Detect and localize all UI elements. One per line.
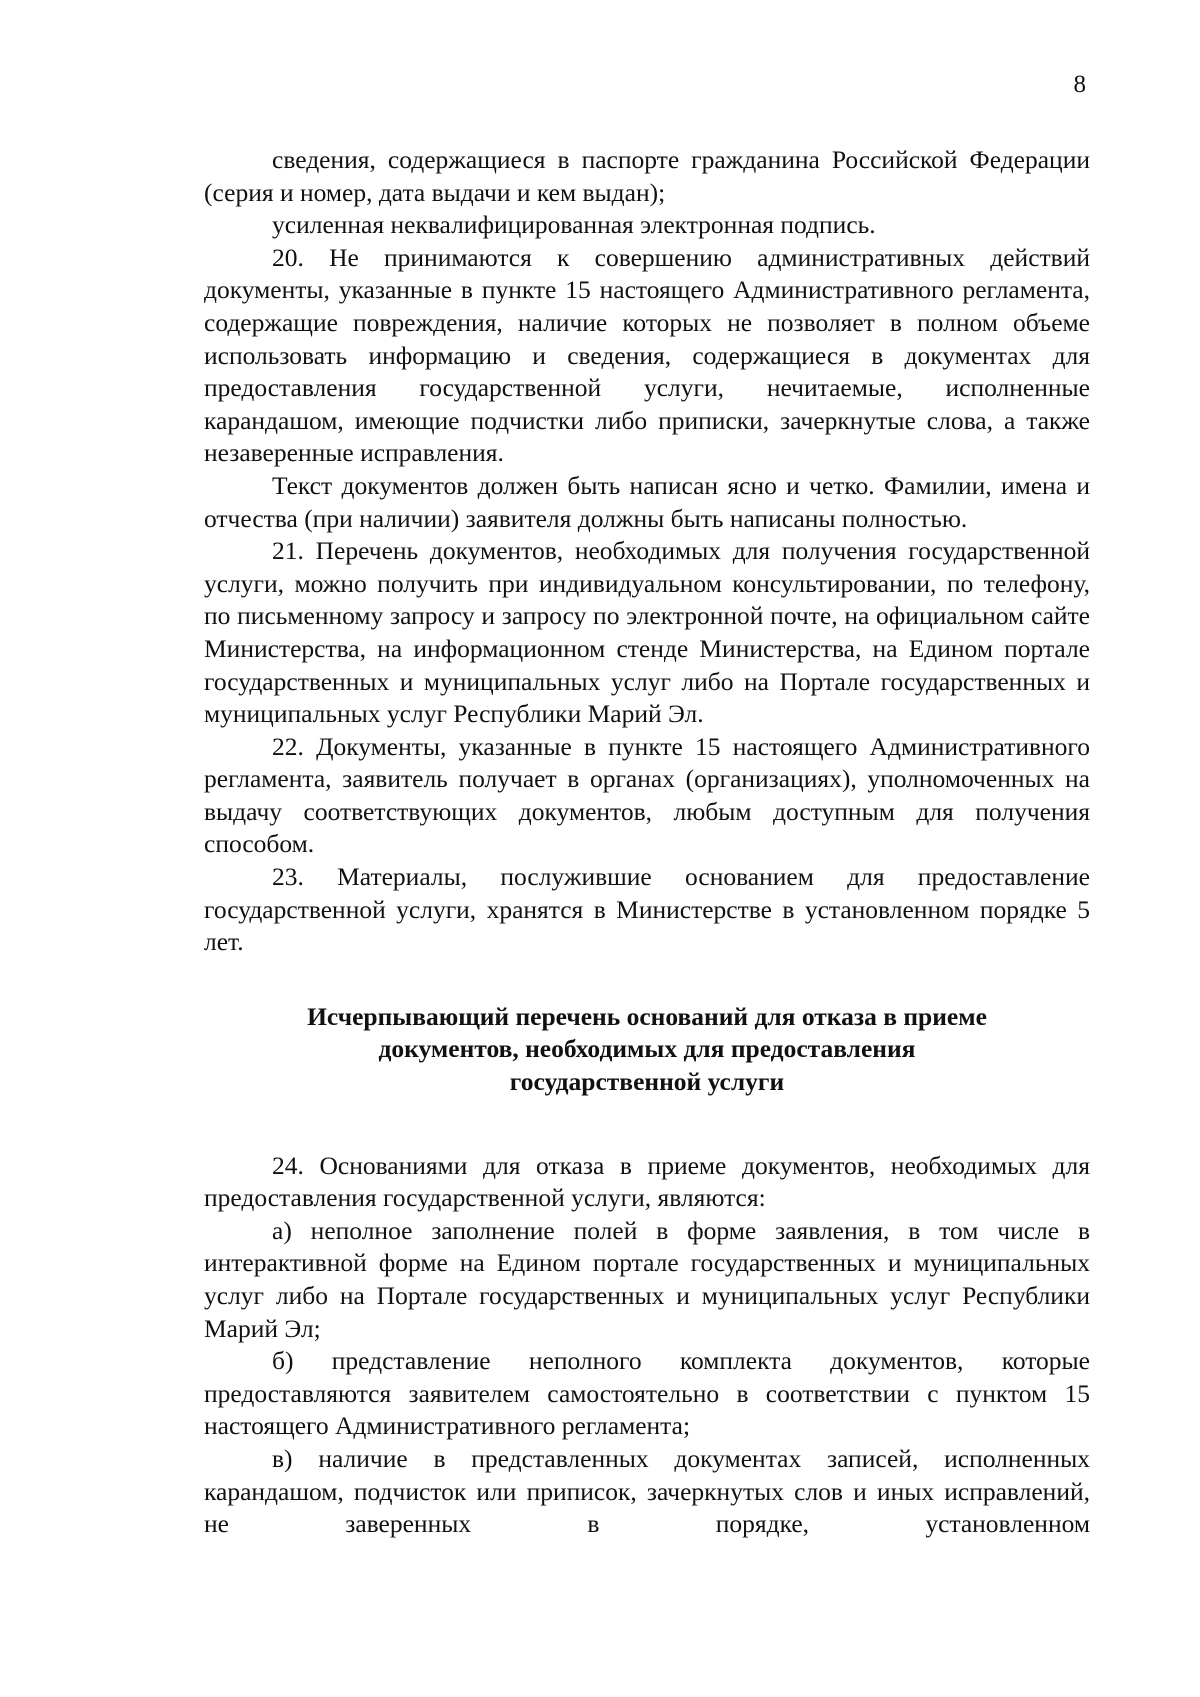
paragraph-item-20: 20. Не принимаются к совершению административных действий документы, указанные в пункте 15 настоящего Административного регламента, содержащие повреждения, наличие которых не позволяет в полном объеме использовать информацию и сведения, содержащиеся в документах для предоставления государственной услуги, нечитаемые, исполненные карандашом, имеющие подчистки либо приписки, зачеркнутые слова, а также незаверенные исправления.: [204, 242, 1090, 468]
document-body: [204, 144, 1090, 1541]
paragraph-signature: усиленная неквалифицированная электронная подпись.: [272, 210, 876, 240]
page-number: 8: [1073, 71, 1086, 98]
paragraph-item-24a: а) неполное заполнение полей в форме заявления, в том числе в интерактивной форме на Едином портале государственных и муниципальных услуг либо на Портале государственных и муниципальных услуг Республики Марий Эл;: [204, 1215, 1090, 1343]
section-heading-line: государственной услуги: [509, 1067, 785, 1097]
paragraph-item-23: 23. Материалы, послужившие основанием для предоставление государственной услуги, хранятся в Министерстве в установленном порядке 5 лет.: [204, 862, 1090, 957]
section-heading-line: документов, необходимых для предоставления: [378, 1034, 916, 1064]
paragraph-passport-info: сведения, содержащиеся в паспорте гражданина Российской Федерации (серия и номер, дата выдачи и кем выдан);: [204, 145, 1090, 207]
paragraph-item-22: 22. Документы, указанные в пункте 15 настоящего Административного регламента, заявитель получает в органах (организациях), уполномоченных на выдачу соответствующих документов, любым доступным для получения способом.: [204, 731, 1090, 859]
paragraph-item-24: 24. Основаниями для отказа в приеме документов, необходимых для предоставления государственной услуги, являются:: [204, 1150, 1090, 1213]
section-heading: [204, 1001, 1090, 1099]
paragraph-text-requirements: Текст документов должен быть написан ясно и четко. Фамилии, имена и отчества (при наличии) заявителя должны быть написаны полностью.: [204, 470, 1090, 533]
paragraph-item-24v: в) наличие в представленных документах записей, исполненных карандашом, подчисток или приписок, зачеркнутых слов и иных исправлений, не заверенных в порядке, установленном: [204, 1443, 1090, 1539]
paragraph-item-21: 21. Перечень документов, необходимых для получения государственной услуги, можно получить при индивидуальном консультировании, по телефону, по письменному запросу и запросу по электронной почте, на официальном сайте Министерства, на информационном стенде Министерства, на Едином портале государственных и муниципальных услуг либо на Портале государственных и муниципальных услуг Республики Марий Эл.: [204, 536, 1090, 729]
paragraph-item-24b: б) представление неполного комплекта документов, которые предоставляются заявителем самостоятельно в соответствии с пунктом 15 настоящего Административного регламента;: [204, 1346, 1090, 1441]
section-heading-line: Исчерпывающий перечень оснований для отказа в приеме: [307, 1001, 987, 1031]
